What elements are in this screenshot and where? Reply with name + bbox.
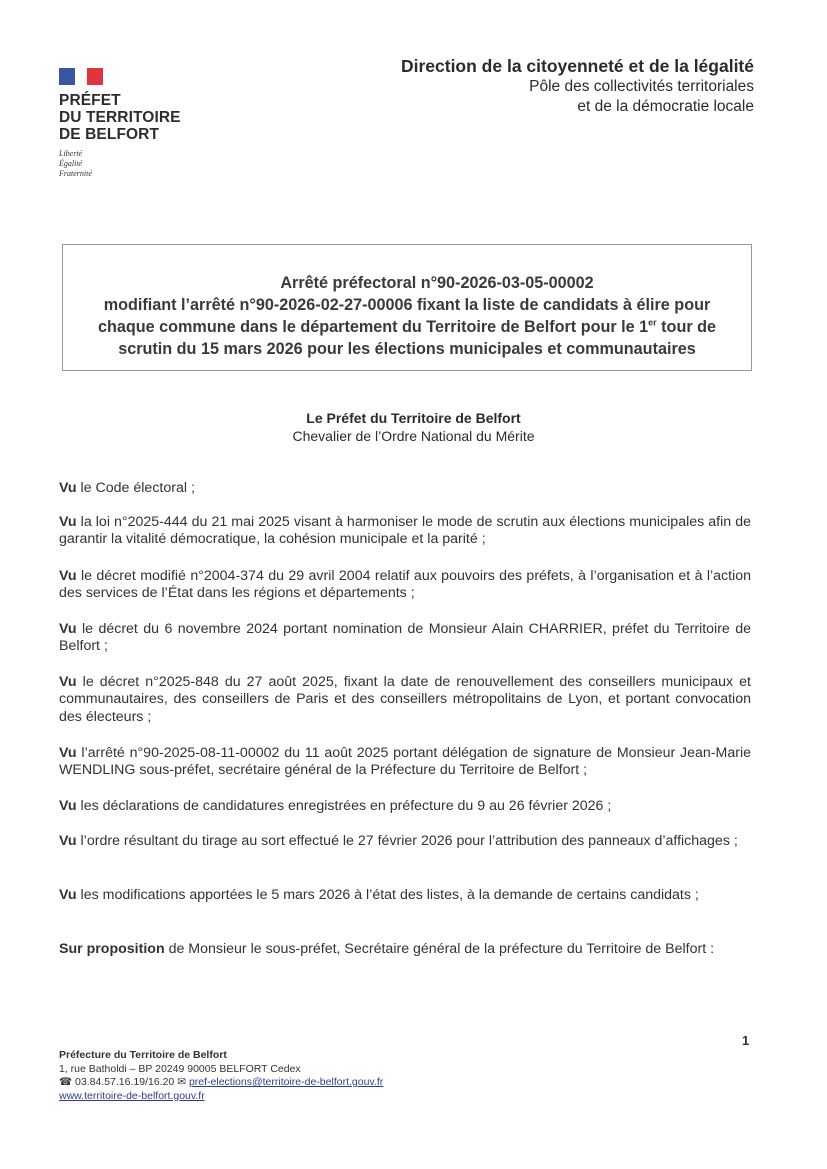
consideration-text: le décret n°2025-848 du 27 août 2025, fixant la date de renouvellement des conseillers municipaux et communautaires, des conseillers de Paris et des conseillers métropolitains de Lyon, et portant convocation des électeurs ; xyxy=(59,674,751,725)
consideration-lead: Vu xyxy=(59,480,77,496)
consideration-item xyxy=(59,674,751,726)
consideration-lead: Vu xyxy=(59,621,77,637)
consideration-text: l’ordre résultant du tirage au sort effectué le 27 février 2026 pour l’attribution des panneaux d’affichages ; xyxy=(76,833,738,849)
prefet-block xyxy=(0,409,827,445)
logo-name-line: DE BELFORT xyxy=(59,126,160,143)
footer-email-link[interactable]: pref-elections@territoire-de-belfort.gouv.fr xyxy=(188,1076,384,1088)
consideration-lead: Vu xyxy=(59,568,77,584)
consideration-text: le décret du 6 novembre 2024 portant nomination de Monsieur Alain CHARRIER, préfet du Territoire de Belfort ; xyxy=(59,621,751,655)
prefecture-logo xyxy=(59,68,181,179)
decree-title-line: scrutin du 15 mars 2026 pour les élections municipales et communautaires xyxy=(118,340,696,358)
french-flag-icon xyxy=(59,68,103,85)
footer-prefecture-name: Préfecture du Territoire de Belfort xyxy=(59,1049,227,1061)
footer-address: 1, rue Batholdi – BP 20249 90005 BELFORT Cedex xyxy=(59,1062,301,1075)
motto-line: Fraternité xyxy=(59,169,92,178)
consideration-text: de Monsieur le sous-préfet, Secrétaire général de la préfecture du Territoire de Belfort : xyxy=(164,941,715,957)
direction-title: Direction de la citoyenneté et de la légalité xyxy=(400,56,754,76)
consideration-lead: Vu xyxy=(59,798,77,814)
consideration-item xyxy=(59,568,751,603)
consideration-lead: Vu xyxy=(59,745,77,761)
consideration-text: l’arrêté n°90-2025-08-11-00002 du 11 août 2025 portant délégation de signature de Monsieur Jean-Marie WENDLING sous-préfet, secrétaire général de la Préfecture du Territoire de Belfort ; xyxy=(59,745,751,779)
prefet-distinction: Chevalier de l’Ordre National du Mérite xyxy=(292,428,535,444)
consideration-lead: Vu xyxy=(59,674,77,690)
consideration-item xyxy=(59,798,751,815)
footer-website-link[interactable]: www.territoire-de-belfort.gouv.fr xyxy=(59,1089,205,1102)
prefet-name: Le Préfet du Territoire de Belfort xyxy=(306,410,521,426)
consideration-item xyxy=(59,887,751,904)
consideration-lead: Sur proposition xyxy=(59,941,165,957)
consideration-text: les modifications apportées le 5 mars 2026 à l’état des listes, à la demande de certains candidats ; xyxy=(76,887,699,903)
consideration-text: les déclarations de candidatures enregistrées en préfecture du 9 au 26 février 2026 ; xyxy=(76,798,612,814)
logo-name-line: PRÉFET xyxy=(59,92,121,109)
pole-line: et de la démocratie locale xyxy=(577,98,754,115)
footer-contact xyxy=(59,1049,383,1103)
phone-icon: ☎ xyxy=(59,1076,73,1088)
mail-icon: ✉ xyxy=(177,1076,187,1088)
footer-phone: 03.84.57.16.19/16.20 xyxy=(75,1076,175,1088)
republic-motto xyxy=(59,149,181,179)
page-number: 1 xyxy=(742,1033,750,1048)
decree-number: Arrêté préfectoral n°90-2026-03-05-00002 xyxy=(280,274,594,292)
consideration-item xyxy=(59,480,751,497)
flag-white-stripe xyxy=(75,68,87,85)
pole-line: Pôle des collectivités territoriales xyxy=(529,78,754,95)
consideration-text: le décret modifié n°2004-374 du 29 avril 2004 relatif aux pouvoirs des préfets, à l’organisation et à l’action des services de l’État dans les régions et départements ; xyxy=(59,568,751,602)
logo-name-line: DU TERRITOIRE xyxy=(59,109,181,126)
consideration-item xyxy=(59,514,751,549)
consideration-lead: Vu xyxy=(59,514,77,530)
consideration-text: la loi n°2025-444 du 21 mai 2025 visant à harmoniser le mode de scrutin aux élections municipales afin de garantir la vitalité démocratique, la cohésion municipale et la parité ; xyxy=(59,514,751,548)
decree-title-text: chaque commune dans le département du Territoire de Belfort pour le 1 xyxy=(97,318,649,336)
decree-title-line: modifiant l’arrêté n°90-2026-02-27-00006 fixant la liste de candidats à élire pour xyxy=(103,296,711,314)
ordinal-superscript: er xyxy=(648,317,657,328)
issuing-department xyxy=(401,55,754,117)
decree-title-box xyxy=(62,244,752,371)
consideration-lead: Vu xyxy=(59,833,77,849)
consideration-item xyxy=(59,745,751,780)
consideration-lead: Vu xyxy=(59,887,77,903)
decree-title-text: tour de xyxy=(656,318,717,336)
consideration-item xyxy=(59,621,751,656)
logo-name xyxy=(59,92,181,143)
flag-red-stripe xyxy=(87,68,103,85)
consideration-text: le Code électoral ; xyxy=(76,480,195,496)
footer-contact-line xyxy=(59,1076,383,1090)
consideration-item xyxy=(59,941,751,958)
flag-blue-stripe xyxy=(59,68,75,85)
motto-line: Liberté xyxy=(59,149,83,158)
decree-title-line xyxy=(63,316,751,338)
motto-line: Égalité xyxy=(59,159,83,168)
consideration-item xyxy=(59,833,751,850)
